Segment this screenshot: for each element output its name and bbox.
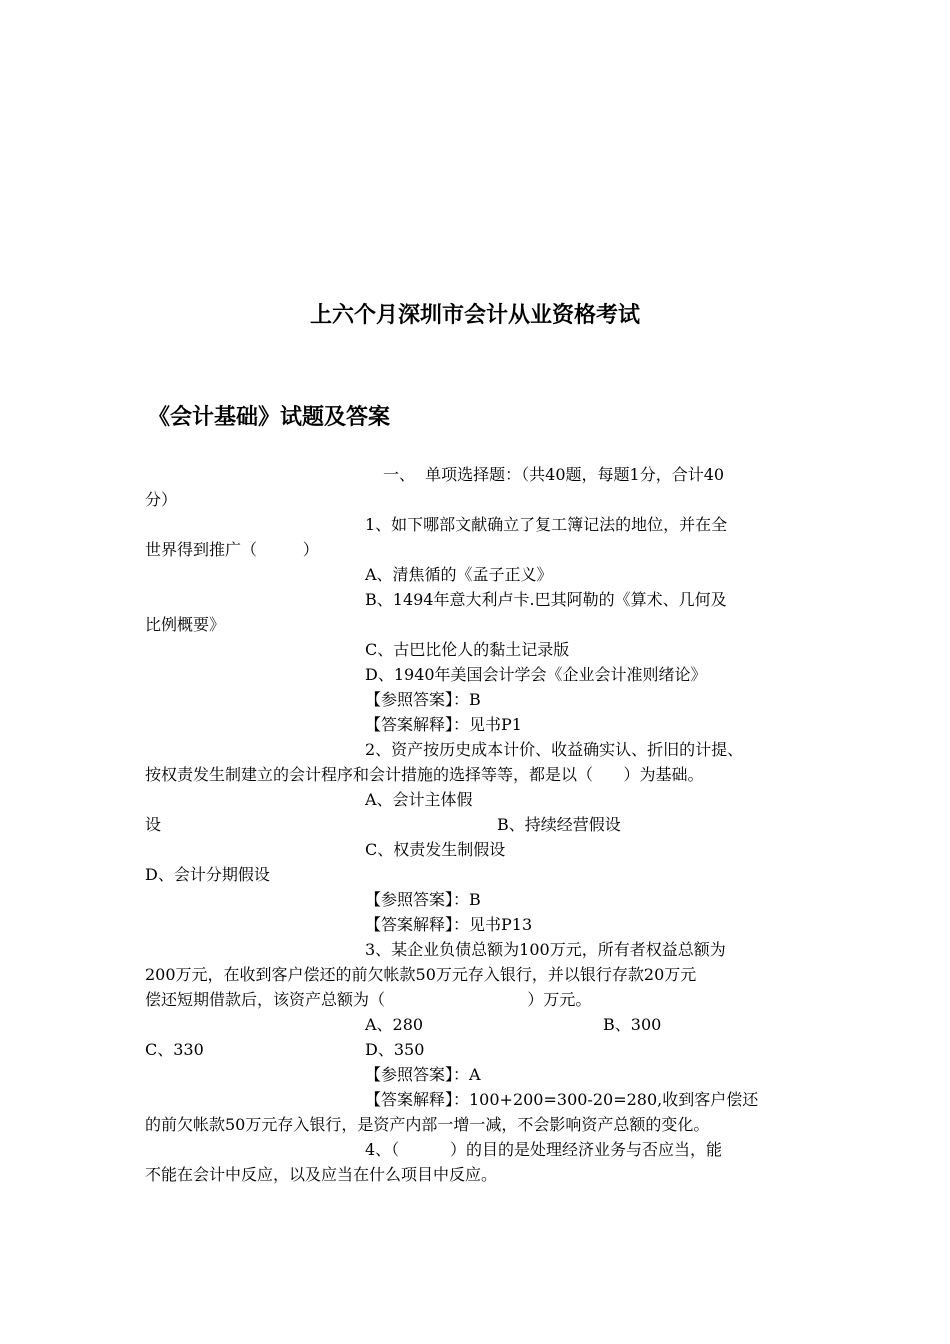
- option-c: C、古巴比伦人的黏土记录版: [365, 640, 570, 659]
- question-2: 2、资产按历史成本计价、收益确实认、折旧的计提、: [365, 740, 744, 759]
- option-d: D、会计分期假设: [145, 865, 270, 884]
- option-d: D、1940年美国会计学会《企业会计准则绪论》: [365, 665, 707, 684]
- option-c: C、330: [145, 1040, 204, 1059]
- answer-explanation: 【答案解释】：见书P1: [365, 715, 522, 734]
- reference-answer: 【参照答案】：A: [365, 1065, 481, 1084]
- text-line: 比例概要》: [145, 615, 226, 634]
- text-line: 不能在会计中反应，以及应当在什么项目中反应。: [145, 1165, 498, 1184]
- option-b: B、持续经营假设: [497, 815, 621, 834]
- question-4: 4、（ ）的目的是处理经济业务与否应当，能: [365, 1140, 723, 1159]
- question-1: 1、如下哪部文献确立了复工簿记法的地位，并在全: [365, 515, 728, 534]
- document-subtitle: 《会计基础》试题及答案: [148, 404, 391, 430]
- text-line: 分）: [145, 490, 178, 509]
- option-c: C、权责发生制假设: [365, 840, 506, 859]
- option-b: B、1494年意大利卢卡.巴其阿勒的《算术、几何及: [365, 590, 727, 609]
- option-b: B、300: [603, 1015, 662, 1034]
- option-d: D、350: [365, 1040, 425, 1059]
- question-3: 3、某企业负债总额为100万元，所有者权益总额为: [365, 940, 726, 959]
- option-a: A、清焦循的《孟子正义》: [365, 565, 553, 584]
- option-a: A、280: [365, 1015, 424, 1034]
- section-heading: 一、 单项选择题：（共40题，每题1分，合计40: [383, 465, 725, 484]
- answer-explanation: 【答案解释】：见书P13: [365, 915, 533, 934]
- text-line: 设: [145, 815, 162, 834]
- text-line: 按权责发生制建立的会计程序和会计措施的选择等等，都是以（ ）为基础。: [145, 765, 704, 784]
- text-line: 世界得到推广（ ）: [145, 540, 319, 559]
- document-title: 上六个月深圳市会计从业资格考试: [309, 302, 640, 328]
- text-line: 200万元，在收到客户偿还的前欠帐款50万元存入银行，并以银行存款20万元: [145, 965, 697, 984]
- option-a: A、会计主体假: [365, 790, 473, 809]
- text-line: 的前欠帐款50万元存入银行，是资产内部一增一减，不会影响资产总额的变化。: [145, 1115, 710, 1134]
- answer-explanation: 【答案解释】：100+200=300-20=280,收到客户偿还: [365, 1090, 759, 1109]
- text-line: 偿还短期借款后，该资产总额为（ ）万元。: [145, 990, 592, 1009]
- reference-answer: 【参照答案】：B: [365, 890, 481, 909]
- reference-answer: 【参照答案】：B: [365, 690, 481, 709]
